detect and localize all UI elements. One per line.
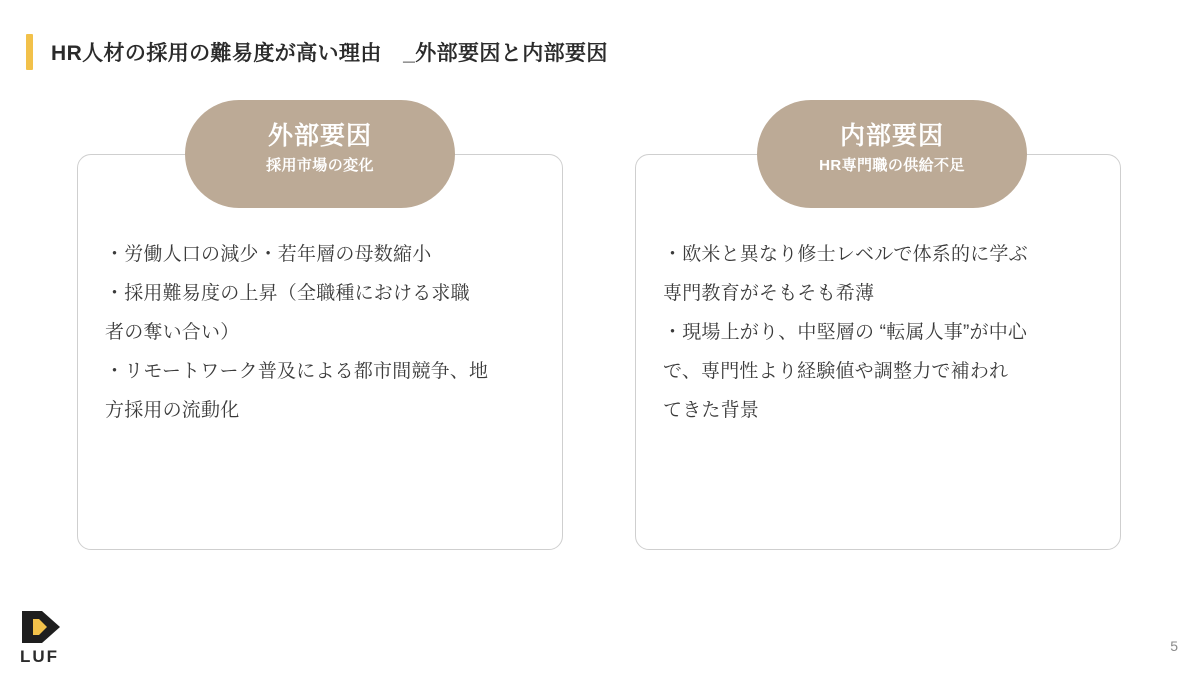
external-factor-body [105,236,541,431]
slide-title-row [26,34,608,70]
body-line: 方採用の流動化 [105,400,240,422]
external-factor-pill-subtitle: 採用市場の変化 [266,157,374,175]
internal-factor-pill-subtitle: HR専門職の供給不足 [819,157,965,175]
body-line: 者の奪い合い） [105,322,240,344]
page-number: 5 [1170,638,1178,654]
external-factor-pill [185,100,455,208]
internal-factor-pill [757,100,1027,208]
luf-logo-text: LUF [20,647,60,666]
page-title: HR人材の採用の難易度が高い理由 _外部要因と内部要因 [51,42,608,65]
external-factor-pill-title: 外部要因 [267,122,372,150]
body-line: ・リモートワーク普及による都市間競争、地 [105,361,489,383]
internal-factor-pill-title: 内部要因 [839,122,944,150]
body-line: で、専門性より経験値や調整力で補われ [663,361,1009,383]
body-line: ・現場上がり、中堅層の “転属人事”が中心 [663,322,1028,344]
luf-logo [20,608,82,664]
luf-logo-icon [20,608,62,646]
title-accent-bar [26,34,33,70]
body-line: 専門教育がそもそも希薄 [663,283,875,305]
body-line: ・欧米と異なり修士レベルで体系的に学ぶ [663,244,1028,265]
body-line: てきた背景 [663,400,760,422]
body-line: ・採用難易度の上昇（全職種における求職 [105,283,470,305]
body-line: ・労働人口の減少・若年層の母数縮小 [105,244,432,265]
internal-factor-body [663,236,1099,431]
